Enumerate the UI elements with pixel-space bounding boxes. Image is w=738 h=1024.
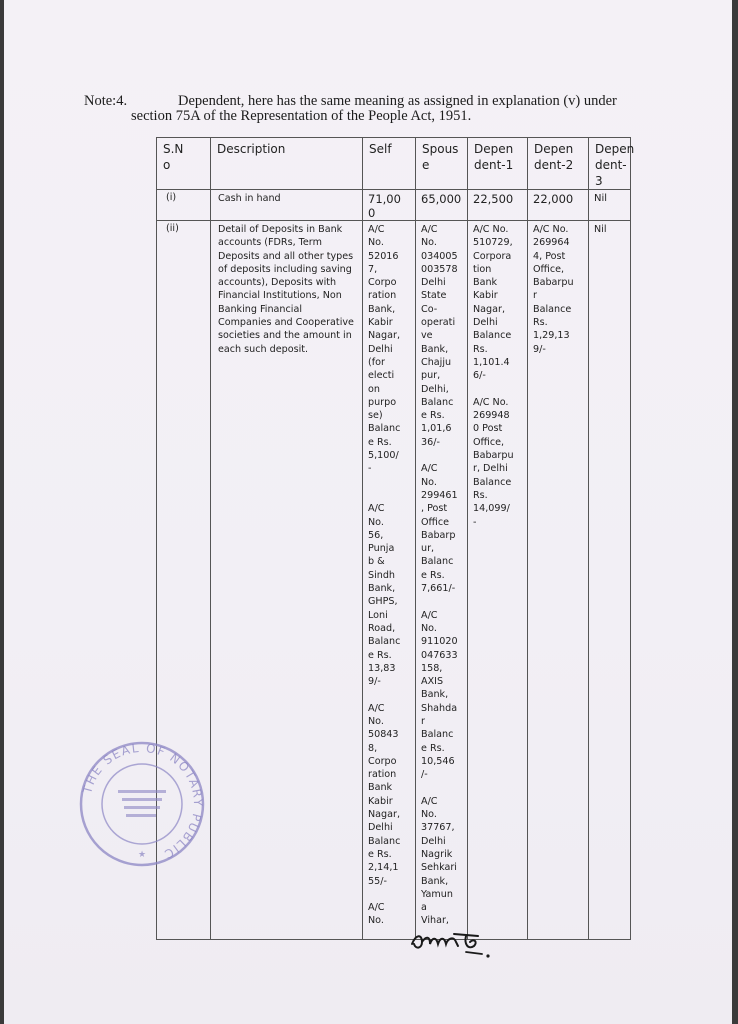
row-1-description: Cash in hand — [211, 190, 363, 221]
row-2-description: Detail of Deposits in Bank accounts (FDRs, Term Deposits and all other types of deposits including saving accounts), Deposits with Financial Institutions, Non Banking Financial Companies and Cooperative societies and the amount in each such deposit. — [211, 221, 363, 940]
header-dependent-1: Depen dent-1 — [468, 138, 528, 190]
row-1-dependent-2: 22,000 — [528, 190, 589, 221]
row-2-dependent-1: A/C No. 510729, Corpora tion Bank Kabir Nagar, Delhi Balance Rs. 1,101.4 6/- A/C No. 269948 0 Post Office, Babarpu r, Delhi Balance Rs. 14,099/ - — [468, 221, 528, 940]
header-spouse: Spous e — [416, 138, 468, 190]
row-2-sno: (ii) — [157, 221, 211, 940]
row-1-self: 71,00 0 — [363, 190, 416, 221]
header-self: Self — [363, 138, 416, 190]
handwritten-signature-icon — [408, 926, 498, 966]
row-2-dependent-2: A/C No. 269964 4, Post Office, Babarpu r Balance Rs. 1,29,13 9/- — [528, 221, 589, 940]
document-page — [4, 0, 732, 1024]
row-1-spouse: 65,000 — [416, 190, 468, 221]
row-1-dependent-1: 22,500 — [468, 190, 528, 221]
row-2-spouse: A/C No. 034005 003578 Delhi State Co- operati ve Bank, Chajju pur, Delhi, Balanc e Rs. 1,01,6 36/- A/C No. 299461 , Post Office Babarp ur, Balanc e Rs. 7,661/- A/C No. 911020 047633 158, AXIS Bank, Shahda r Balanc e Rs. 10,546 /- A/C No. 37767, Delhi Nagrik Sehkari Bank, Yamun a Vihar, — [416, 221, 468, 940]
deposits-table — [156, 137, 635, 940]
header-sno: S.N o — [157, 138, 211, 190]
row-1-dependent-3: Nil — [589, 190, 631, 221]
note-line-2: section 75A of the Representation of the People Act, 1951. — [131, 108, 472, 124]
svg-text:★: ★ — [137, 850, 147, 860]
header-description: Description — [211, 138, 363, 190]
table-header-row — [157, 138, 631, 190]
header-dependent-2: Depen dent-2 — [528, 138, 589, 190]
svg-text:THE SEAL OF NOTARY PUBLIC: THE SEAL OF NOTARY PUBLIC — [80, 740, 206, 862]
table-row — [157, 221, 631, 940]
row-2-dependent-3: Nil — [589, 221, 631, 940]
table-row — [157, 190, 631, 221]
notary-seal-icon — [78, 740, 206, 868]
note-line-1: Dependent, here has the same meaning as assigned in explanation (v) under — [178, 93, 617, 109]
row-2-self: A/C No. 52016 7, Corpo ration Bank, Kabir Nagar, Delhi (for electi on purpo se) Balanc e Rs. 5,100/ - A/C No. 56, Punja b & Sindh Bank, GHPS, Loni Road, Balanc e Rs. 13,83 9/- A/C No. 50843 8, Corpo ration Bank Kabir Nagar, Delhi Balanc e Rs. 2,14,1 55/- A/C No. — [363, 221, 416, 940]
note-label: Note:4. — [84, 93, 128, 109]
row-1-sno: (i) — [157, 190, 211, 221]
header-dependent-3: Depen dent-3 — [589, 138, 631, 190]
